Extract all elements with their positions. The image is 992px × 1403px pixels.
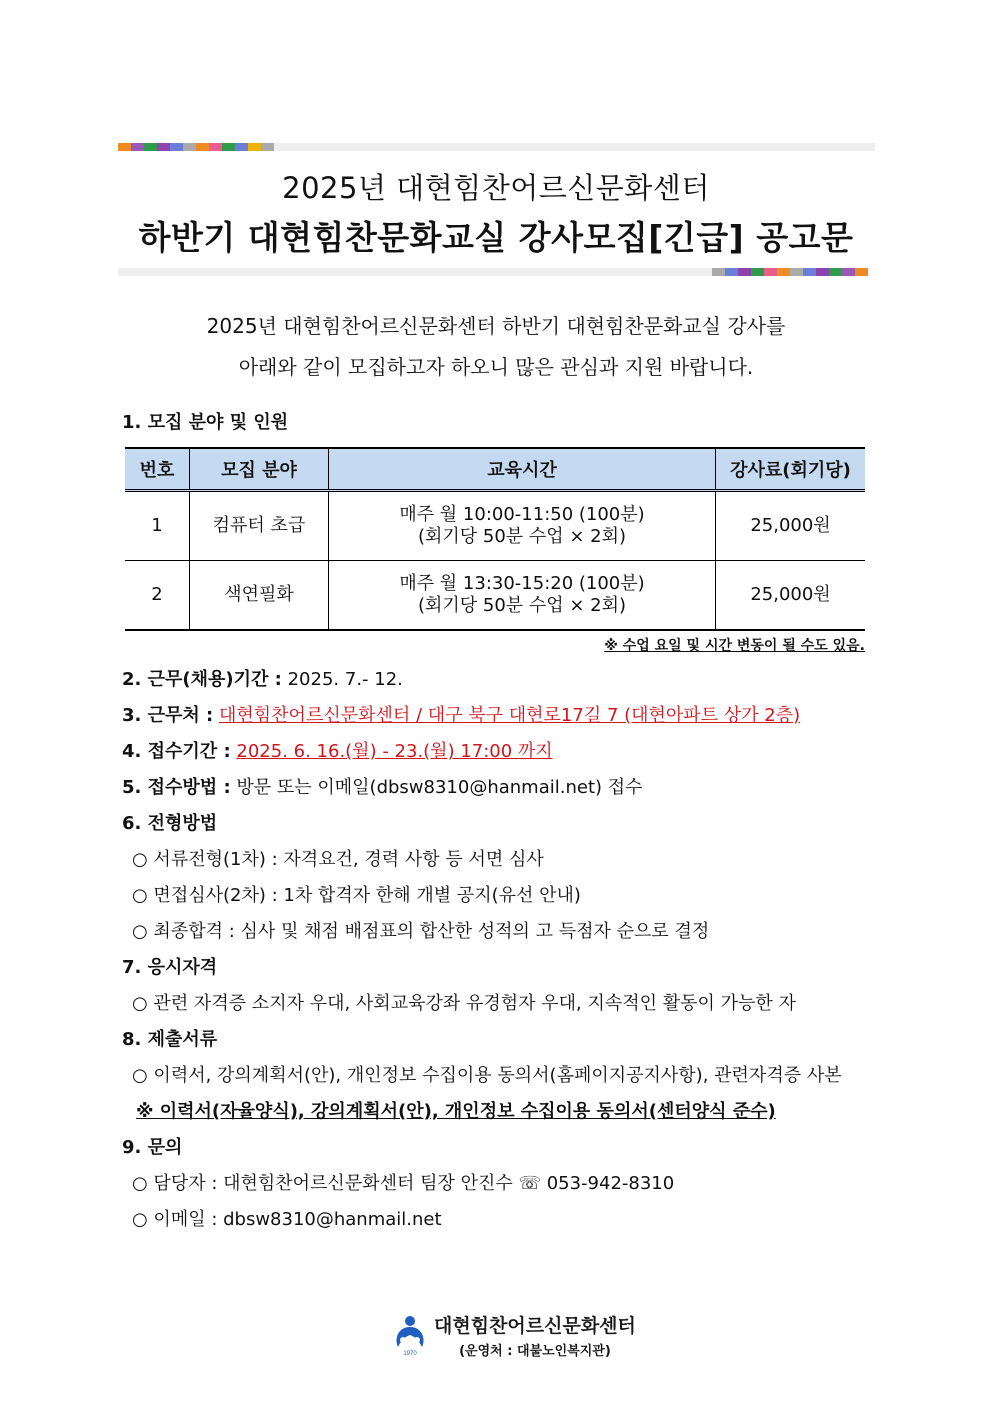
row-fee: 25,000원	[716, 561, 866, 631]
table-row	[125, 491, 865, 561]
section7-heading: 7. 응시자격	[122, 957, 218, 978]
bottom-grey-line	[118, 268, 714, 276]
top-grey-line	[274, 143, 875, 151]
row-time	[329, 491, 716, 561]
list-item: ○ 이력서, 강의계획서(안), 개인정보 수집이용 동의서(홈페이지공지사항), 관련자격증 사본	[132, 1065, 842, 1086]
schedule-change-note: ※ 수업 요일 및 시간 변동이 될 수도 있음.	[604, 638, 865, 654]
center-emblem-icon	[392, 1313, 428, 1357]
section6-heading: 6. 전형방법	[122, 813, 218, 834]
list-item: ○ 관련 자격증 소지자 우대, 사회교육강좌 유경험자 우대, 지속적인 활동이 가능한 자	[132, 993, 796, 1014]
contact-email: ○ 이메일 : dbsw8310@hanmail.net	[132, 1209, 442, 1230]
intro-line2: 아래와 같이 모집하고자 하오니 많은 관심과 지원 바랍니다.	[238, 355, 754, 379]
row-time	[329, 561, 716, 631]
section5-value: 방문 또는 이메일(dbsw8310@hanmail.net) 접수	[236, 777, 643, 798]
row-time-detail: (회기당 50분 수업 × 2회)	[417, 526, 627, 547]
row-time-schedule: 매주 월 10:00-11:50 (100분)	[399, 504, 645, 525]
footer-operator: (운영처 : 대불노인복지관)	[459, 1344, 611, 1359]
row-time-schedule: 매주 월 13:30-15:20 (100분)	[399, 573, 645, 594]
col-no-header: 번호	[125, 448, 190, 491]
row-no: 1	[125, 491, 190, 561]
section4-label: 4. 접수기간 :	[122, 741, 231, 762]
row-time-detail: (회기당 50분 수업 × 2회)	[417, 595, 627, 616]
section2-label: 2. 근무(채용)기간 :	[122, 669, 282, 690]
col-field-header: 모집 분야	[190, 448, 329, 491]
section3	[122, 701, 800, 727]
section5	[122, 773, 643, 799]
col-time-header: 교육시간	[329, 448, 716, 491]
section2-value: 2025. 7.- 12.	[287, 669, 403, 690]
top-color-stripe	[118, 143, 274, 151]
page-title-line2: 하반기 대현힘찬문화교실 강사모집[긴급] 공고문	[138, 218, 854, 257]
table-header-row	[125, 448, 865, 491]
footer-center-name: 대현힘찬어르신문화센터	[434, 1315, 636, 1337]
documents-note: ※ 이력서(자율양식), 강의계획서(안), 개인정보 수집이용 동의서(센터양식 준수)	[136, 1101, 776, 1122]
bottom-color-stripe	[712, 268, 868, 276]
section3-value: 대현힘찬어르신문화센터 / 대구 북구 대현로17길 7 (대현아파트 상가 2층)	[219, 705, 801, 726]
row-no: 2	[125, 561, 190, 631]
row-field: 색연필화	[190, 561, 329, 631]
table-row	[125, 561, 865, 631]
col-fee-header: 강사료(회기당)	[716, 448, 866, 491]
section5-label: 5. 접수방법 :	[122, 777, 231, 798]
section4-value: 2025. 6. 16.(월) - 23.(월) 17:00 까지	[236, 741, 553, 762]
recruitment-table	[125, 447, 865, 631]
footer-logo	[392, 1311, 636, 1359]
section1-heading: 1. 모집 분야 및 인원	[122, 412, 289, 433]
section4	[122, 737, 553, 763]
list-item: ○ 최종합격 : 심사 및 채점 배점표의 합산한 성적의 고 득점자 순으로 결정	[132, 921, 710, 942]
section3-label: 3. 근무처 :	[122, 705, 214, 726]
list-item: ○ 서류전형(1차) : 자격요건, 경력 사항 등 서면 심사	[132, 849, 544, 870]
section2	[122, 665, 403, 691]
row-fee: 25,000원	[716, 491, 866, 561]
section8-heading: 8. 제출서류	[122, 1029, 218, 1050]
list-item: ○ 면접심사(2차) : 1차 합격자 한해 개별 공지(유선 안내)	[132, 885, 581, 906]
intro-line1: 2025년 대현힘찬어르신문화센터 하반기 대현힘찬문화교실 강사를	[206, 314, 786, 338]
contact-person: ○ 담당자 : 대현힘찬어르신문화센터 팀장 안진수 ☏ 053-942-8310	[132, 1173, 675, 1194]
row-field: 컴퓨터 초급	[190, 491, 329, 561]
section9-heading: 9. 문의	[122, 1137, 183, 1158]
emblem-year: 1970	[403, 1351, 417, 1357]
page-title-line1: 2025년 대현힘찬어르신문화센터	[282, 171, 710, 205]
